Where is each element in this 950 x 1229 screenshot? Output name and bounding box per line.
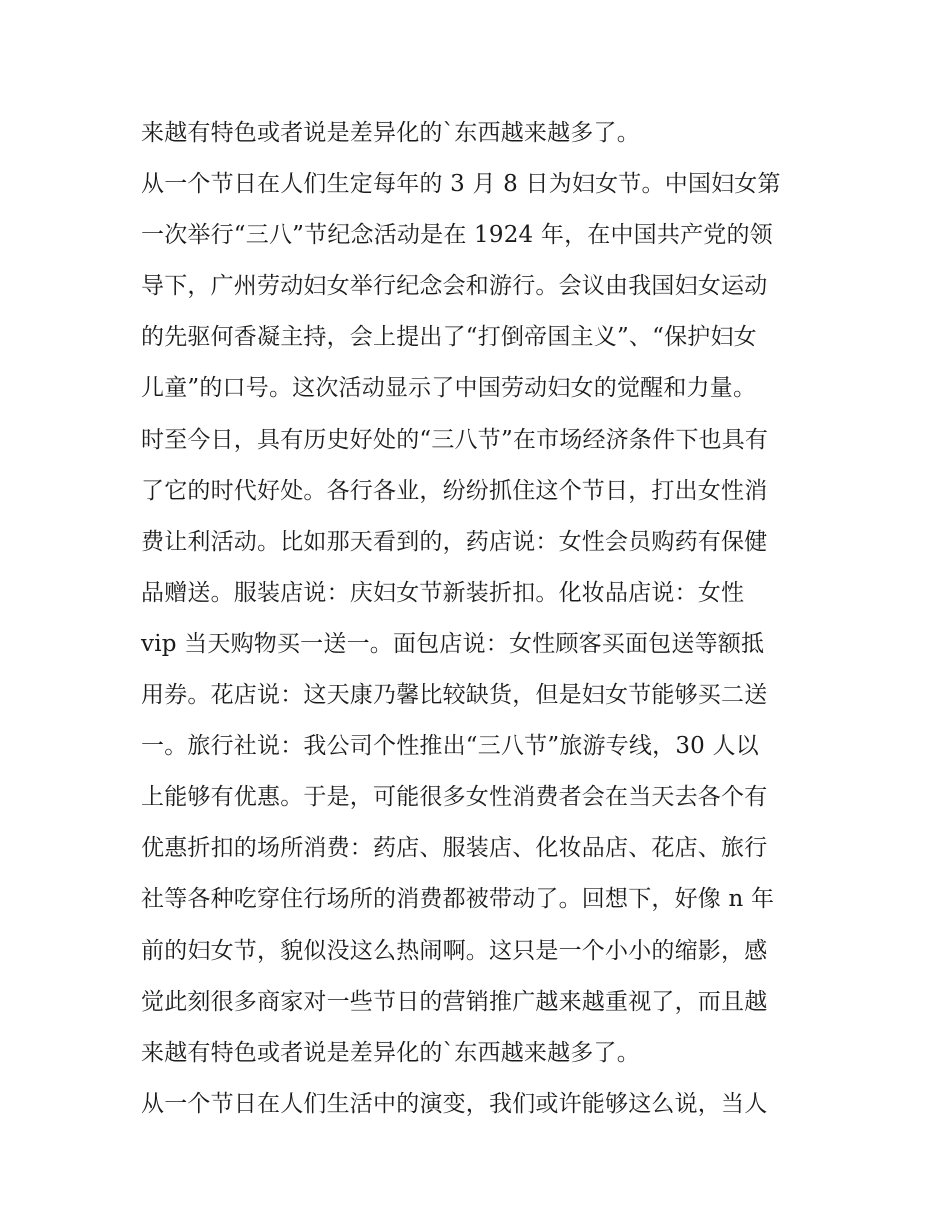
text-line: 时至今日，具有历史好处的“三八节”在市场经济条件下也具有 — [141, 426, 769, 453]
text-line: 优惠折扣的场所消费：药店、服装店、化妆品店、花店、旅行 — [141, 835, 768, 862]
text-line: 了它的时代好处。各行各业，纷纷抓住这个节日，打出女性消 — [141, 477, 768, 504]
text-line: 上能够有优惠。于是，可能很多女性消费者会在当天去各个有 — [141, 784, 768, 811]
text-line: vip 当天购物买一送一。面包店说：女性顾客买面包送等额抵 — [141, 630, 765, 657]
text-line: 前的妇女节，貌似没这么热闹啊。这只是一个小小的缩影，感 — [141, 937, 768, 964]
body-text — [141, 108, 821, 1130]
text-line: 品赠送。服装店说：庆妇女节新装折扣。化妆品店说：女性 — [141, 579, 745, 606]
text-line: 导下，广州劳动妇女举行纪念会和游行。会议由我国妇女运动 — [141, 273, 768, 300]
text-line: 费让利活动。比如那天看到的，药店说：女性会员购药有保健 — [141, 528, 768, 555]
text-line: 从一个节日在人们生定每年的 3 月 8 日为妇女节。中国妇女第 — [141, 171, 781, 198]
text-line: 社等各种吃穿住行场所的消费都被带动了。回想下，好像 n 年 — [141, 886, 775, 913]
text-line: 来越有特色或者说是差异化的`东西越来越多了。 — [141, 120, 640, 146]
text-line: 用券。花店说：这天康乃馨比较缺货，但是妇女节能够买二送 — [141, 682, 768, 709]
text-line: 一次举行“三八”节纪念活动是在 1924 年，在中国共产党的领 — [141, 222, 773, 249]
text-line: 觉此刻很多商家对一些节日的营销推广越来越重视了，而且越 — [141, 988, 768, 1015]
text-line: 儿童”的口号。这次活动显示了中国劳动妇女的觉醒和力量。 — [141, 375, 757, 402]
text-line: 来越有特色或者说是差异化的`东西越来越多了。 — [141, 1039, 640, 1066]
text-line: 一。旅行社说：我公司个性推出“三八节”旅游专线，30 人以 — [141, 733, 759, 760]
text-line: 从一个节日在人们生活中的演变，我们或许能够这么说，当人 — [141, 1090, 768, 1117]
text-line: 的先驱何香凝主持，会上提出了“打倒帝国主义”、“保护妇女 — [141, 324, 757, 351]
